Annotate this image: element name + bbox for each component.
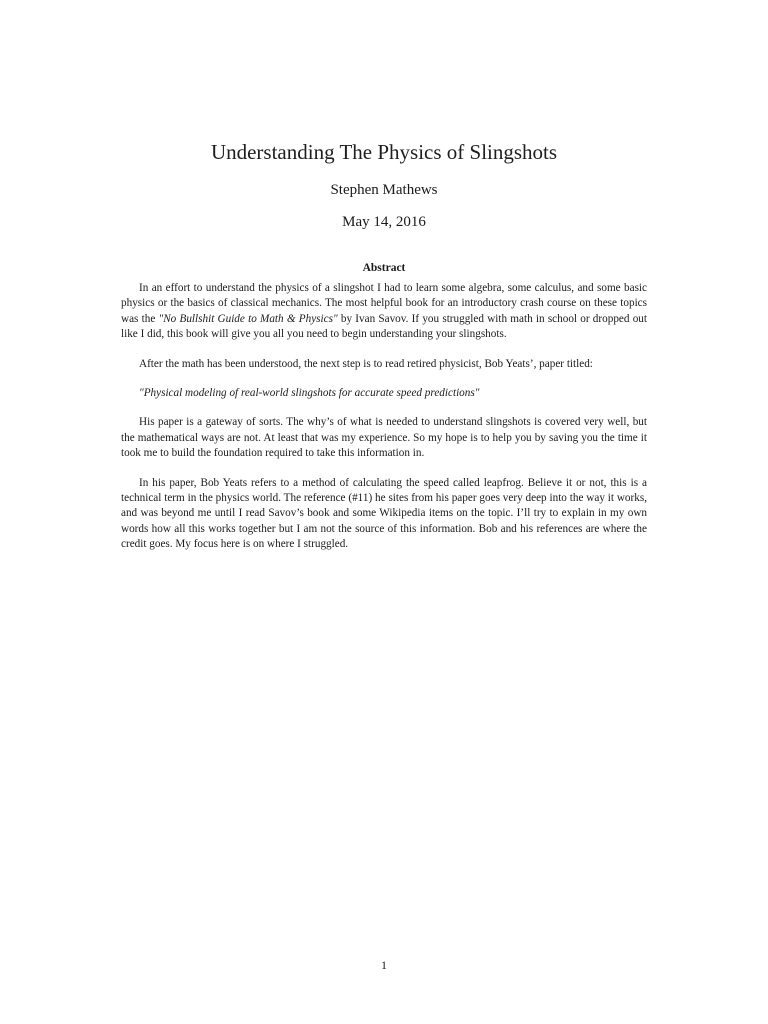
abstract-paragraph-1 (121, 281, 647, 343)
abstract-paper-title-quote: "Physical modeling of real-world slingshots for accurate speed predictions" (139, 387, 480, 400)
abstract-body (121, 281, 647, 567)
abstract-paragraph-2: After the math has been understood, the next step is to read retired physicist, Bob Yeats’, paper titled: (139, 357, 593, 370)
abstract-p1-book-title: "No Bullshit Guide to Math & Physics" (158, 312, 338, 325)
abstract-heading: Abstract (362, 262, 406, 274)
abstract-paragraph-5: In his paper, Bob Yeats refers to a method of calculating the speed called leapfrog. Believe it or not, this is a technical term in the physics world. The reference (#11) he sites from his paper goes very deep into the way it works, and was beyond me until I read Savov’s book and some Wikipedia items on the topic. I’ll try to explain in my own words how all this works together but I am not the source of this information. Bob and his references are where the credit goes. My focus here is on where I struggled. (121, 476, 647, 551)
paper-date: May 14, 2016 (342, 214, 426, 230)
abstract-p1-before: In an effort to understand the physics of a slingshot I had to learn some algebra, some calculus, and some basic physics or the basics of classical mechanics. The most helpful book for an introductory crash course on these topics was the (121, 282, 647, 325)
page-number: 1 (381, 958, 387, 972)
abstract-p1-after: by Ivan Savov. If you struggled with math in school or dropped out like I did, this book will give you all you need to begin understanding your slingshots. (121, 312, 647, 341)
paper-title: Understanding The Physics of Slingshots (210, 140, 558, 164)
paper-author: Stephen Mathews (330, 182, 438, 198)
abstract-paragraph-4: His paper is a gateway of sorts. The why’s of what is needed to understand slingshots is covered very well, but the mathematical ways are not. At least that was my experience. So my hope is to help you by saving you the time it took me to build the foundation required to take this information in. (121, 416, 647, 460)
